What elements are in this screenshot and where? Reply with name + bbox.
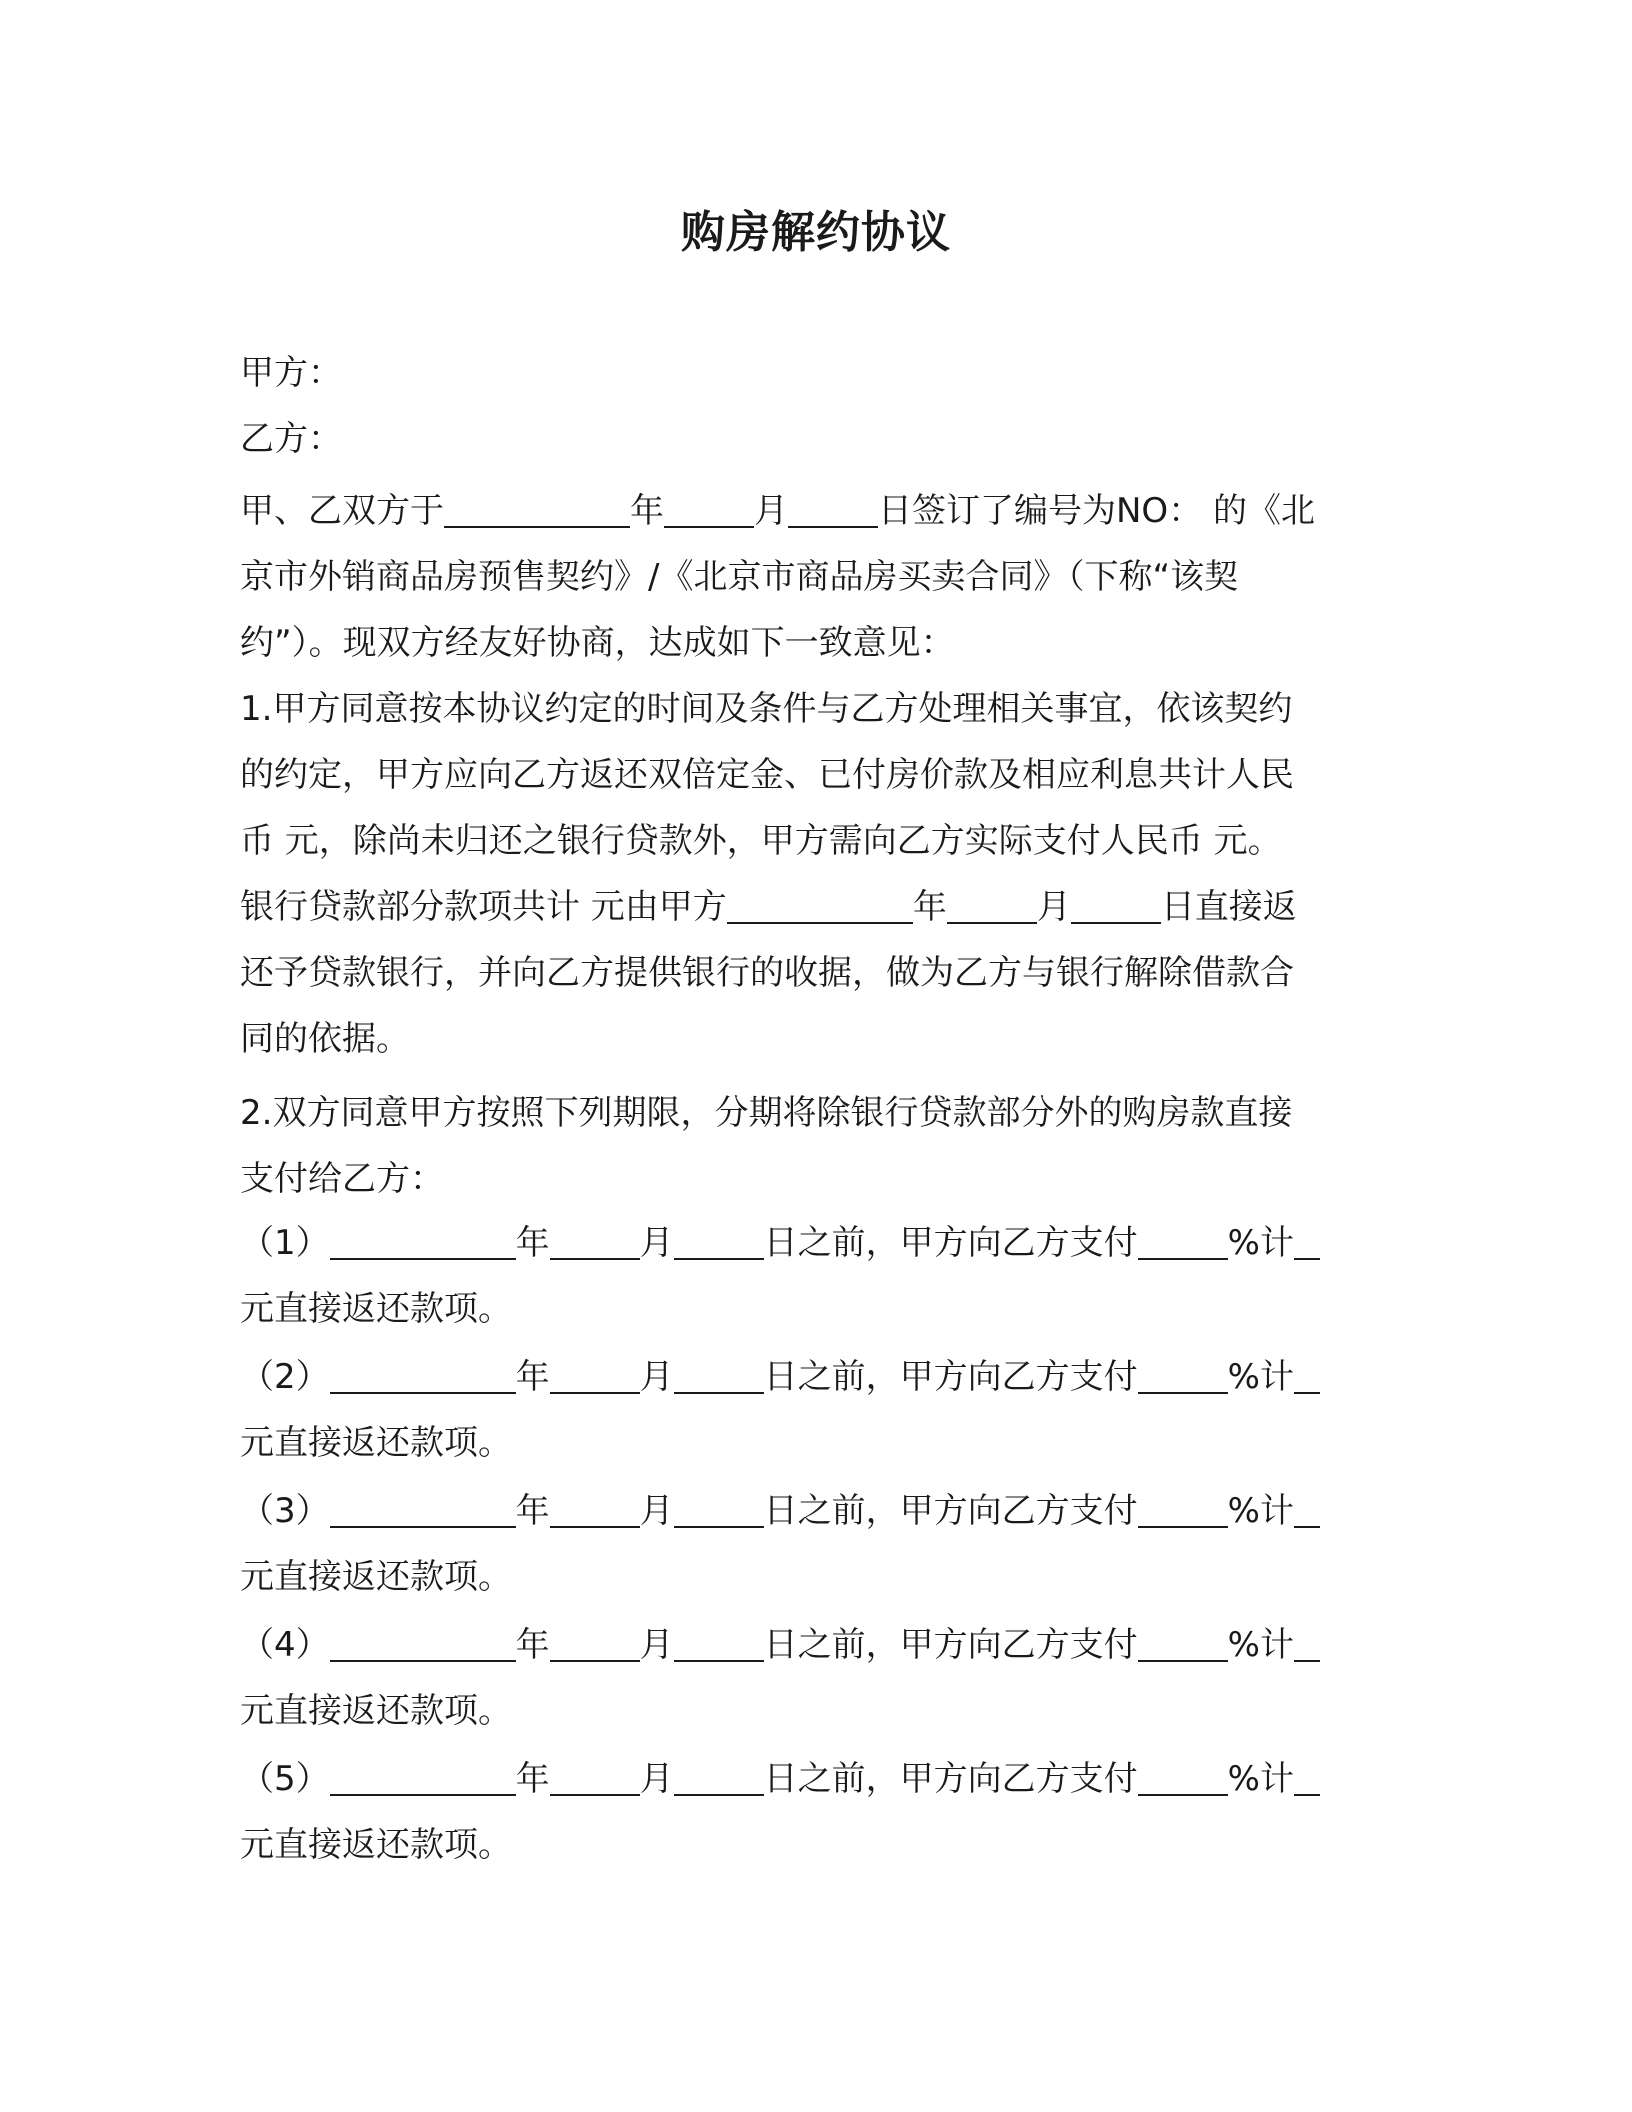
clause1-line-6: 同的依据。 (240, 1019, 410, 1059)
installment-item (240, 1344, 1390, 1478)
sign-year-blank[interactable] (444, 482, 630, 528)
installment-line-2: 元直接返还款项。 (240, 1557, 512, 1597)
installment-month-blank[interactable] (550, 1482, 640, 1528)
party-b-line (240, 406, 1390, 472)
clause1-text-b: 日直接返 (1160, 887, 1297, 927)
installment-year-blank[interactable] (330, 1750, 516, 1796)
intro-text-b: 日签订了编号为NO： 的《北 (878, 491, 1316, 531)
installment-amount-blank[interactable] (1294, 1616, 1320, 1662)
loan-year-blank[interactable] (727, 878, 913, 924)
installment-year-blank[interactable] (330, 1616, 516, 1662)
loan-day-blank[interactable] (1071, 878, 1161, 924)
installment-day-blank[interactable] (674, 1616, 764, 1662)
loan-month-blank[interactable] (947, 878, 1037, 924)
installment-year-label: 年 (515, 1491, 550, 1531)
installment-percent-blank[interactable] (1138, 1616, 1228, 1662)
installment-year-label: 年 (515, 1625, 550, 1665)
installment-month-label: 月 (639, 1357, 674, 1397)
clause1-line-5: 还予贷款银行，并向乙方提供银行的收据，做为乙方与银行解除借款合 (240, 953, 1294, 993)
intro-line-3: 约”）。现双方经友好协商，达成如下一致意见： (240, 623, 955, 663)
installment-month-label: 月 (639, 1491, 674, 1531)
installment-line-2: 元直接返还款项。 (240, 1691, 512, 1731)
installment-day-text: 日之前，甲方向乙方支付 (763, 1357, 1138, 1397)
installment-month-label: 月 (639, 1625, 674, 1665)
installment-percent-label: %计 (1227, 1491, 1294, 1531)
installment-month-blank[interactable] (550, 1348, 640, 1394)
party-b-label: 乙方： (240, 419, 342, 459)
sign-month-label: 月 (754, 491, 788, 531)
installment-line-2: 元直接返还款项。 (240, 1825, 512, 1865)
installment-number: （4） (240, 1625, 330, 1665)
installment-percent-blank[interactable] (1138, 1750, 1228, 1796)
installment-line-1 (240, 1210, 1390, 1276)
installment-number: （1） (240, 1223, 330, 1263)
installment-year-blank[interactable] (330, 1348, 516, 1394)
installment-month-label: 月 (639, 1223, 674, 1263)
installment-number: （2） (240, 1357, 330, 1397)
installment-number: （3） (240, 1491, 330, 1531)
installment-day-blank[interactable] (674, 1214, 764, 1260)
installment-percent-label: %计 (1227, 1625, 1294, 1665)
installment-year-label: 年 (515, 1357, 550, 1397)
installment-month-blank[interactable] (550, 1214, 640, 1260)
installment-amount-blank[interactable] (1294, 1482, 1320, 1528)
installment-year-blank[interactable] (330, 1482, 516, 1528)
intro-line-1 (240, 478, 1390, 544)
installment-percent-blank[interactable] (1138, 1348, 1228, 1394)
installment-number: （5） (240, 1759, 330, 1799)
installment-line-1 (240, 1612, 1390, 1678)
sign-year-label: 年 (630, 491, 664, 531)
installment-day-text: 日之前，甲方向乙方支付 (763, 1223, 1138, 1263)
installment-day-blank[interactable] (674, 1348, 764, 1394)
clause2-line-2: 支付给乙方： (240, 1159, 444, 1199)
installment-day-blank[interactable] (674, 1750, 764, 1796)
party-a-line (240, 340, 1390, 406)
clause1-line-3: 币 元，除尚未归还之银行贷款外，甲方需向乙方实际支付人民币 元。 (240, 821, 1282, 861)
installment-percent-blank[interactable] (1138, 1482, 1228, 1528)
clause1-text-a: 银行贷款部分款项共计 元由甲方 (240, 887, 727, 927)
installment-item (240, 1210, 1390, 1344)
installment-amount-blank[interactable] (1294, 1348, 1320, 1394)
installment-list (240, 1210, 1390, 1880)
installment-day-text: 日之前，甲方向乙方支付 (763, 1491, 1138, 1531)
installment-line-1 (240, 1746, 1390, 1812)
installment-amount-blank[interactable] (1294, 1214, 1320, 1260)
installment-item (240, 1612, 1390, 1746)
clause2-line-1: 2.双方同意甲方按照下列期限，分期将除银行贷款部分外的购房款直接 (240, 1093, 1293, 1133)
installment-item (240, 1746, 1390, 1880)
installment-day-text: 日之前，甲方向乙方支付 (763, 1759, 1138, 1799)
intro-line-2: 京市外销商品房预售契约》/《北京市商品房买卖合同》（下称“该契 (240, 557, 1239, 597)
installment-line-2: 元直接返还款项。 (240, 1289, 512, 1329)
intro-text-a: 甲、乙双方于 (240, 491, 444, 531)
party-a-label: 甲方： (240, 353, 342, 393)
installment-year-label: 年 (515, 1223, 550, 1263)
installment-line-1 (240, 1344, 1390, 1410)
installment-line-1 (240, 1478, 1390, 1544)
loan-month-label: 月 (1036, 887, 1071, 927)
sign-day-blank[interactable] (788, 482, 878, 528)
installment-day-blank[interactable] (674, 1482, 764, 1528)
installment-month-blank[interactable] (550, 1750, 640, 1796)
installment-percent-label: %计 (1227, 1223, 1294, 1263)
installment-amount-blank[interactable] (1294, 1750, 1320, 1796)
installment-day-text: 日之前，甲方向乙方支付 (763, 1625, 1138, 1665)
clause1-line-2: 的约定，甲方应向乙方返还双倍定金、已付房价款及相应利息共计人民 (240, 755, 1294, 795)
document-title: 购房解约协议 (681, 207, 951, 258)
clause1-line-4 (240, 874, 1390, 940)
installment-item (240, 1478, 1390, 1612)
installment-year-label: 年 (515, 1759, 550, 1799)
installment-percent-label: %计 (1227, 1759, 1294, 1799)
installment-month-label: 月 (639, 1759, 674, 1799)
installment-percent-label: %计 (1227, 1357, 1294, 1397)
loan-year-label: 年 (912, 887, 947, 927)
installment-year-blank[interactable] (330, 1214, 516, 1260)
document-body (240, 340, 1390, 1212)
installment-month-blank[interactable] (550, 1616, 640, 1662)
installment-line-2: 元直接返还款项。 (240, 1423, 512, 1463)
sign-month-blank[interactable] (664, 482, 754, 528)
installment-percent-blank[interactable] (1138, 1214, 1228, 1260)
clause1-line-1: 1.甲方同意按本协议约定的时间及条件与乙方处理相关事宜，依该契约 (240, 689, 1293, 729)
